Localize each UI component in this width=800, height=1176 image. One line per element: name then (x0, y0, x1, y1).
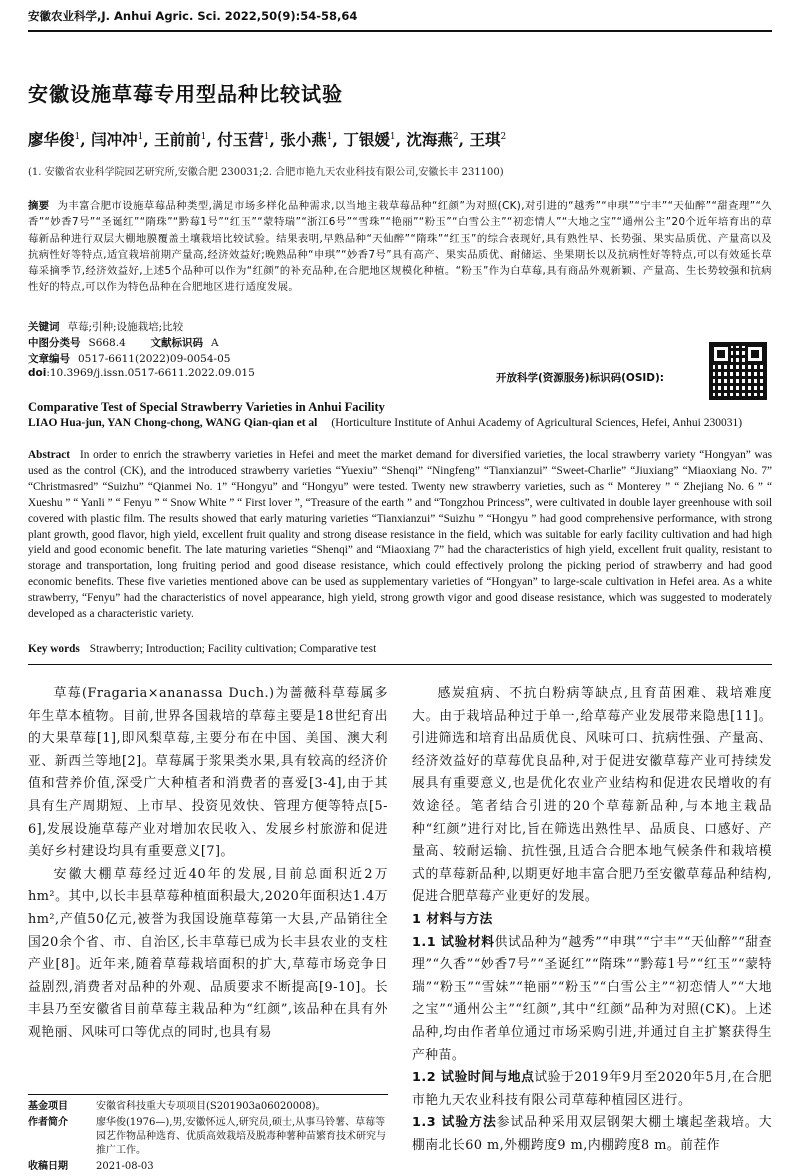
abstract-cn (28, 198, 772, 296)
footnotes (28, 1100, 388, 1176)
body-paragraph: 草莓(Fragaria×ananassa Duch.)为蔷薇科草莓属多年生草本植物。目前,世界各国栽培的草莓主要是18世纪育出的大果草莓[1],即风梨草莓,主要分布在中国、美国、澳大利亚、新西兰等地[2]。草莓属于浆果类水果,具有较高的经济价值和营养价值,深受广大种植者和消费者的喜爱[3-4],由于其具有生产周期短、上市早、投资见效快、管理方便等特点[5-6],发展设施草莓产业对增加农民收入、发展乡村旅游和促进美好乡村建设均具有重要意义[7]。 (28, 686, 388, 860)
subsection-text: 试验于2019年9月至2020年5月,在合肥市艳九天农业科技有限公司草莓种植园区进行。 (412, 1070, 772, 1108)
english-keywords-label: Key words (28, 643, 80, 655)
body-paragraph: 安徽大棚草莓经过近40年的发展,目前总面积近2万hm²。其中,以长丰县草莓种植面积最大,2020年面积达1.4万hm²,产值50亿元,被誉为我国设施草莓第一大县,产品销往全国20余个省、市、自治区,长丰草莓已成为长丰县农业的支柱产业[8]。近年来,随着草莓栽培面积的扩大,草莓市场竞争日益剧烈,消费者对品种的外观、品质要求不断提高[9-10]。长丰县乃至安徽省目前草莓主栽品种为“红颜”,该品种在具有外观艳丽、风味可口等优点的同时,也具有易 (28, 866, 388, 1040)
section-heading (412, 909, 772, 932)
doi-value: :10.3969/j.issn.0517-6611.2022.09.015 (46, 367, 255, 379)
footnote-item (28, 1100, 388, 1114)
abstract-cn-text: 为丰富合肥市设施草莓品种类型,满足市场多样化品种需求,以当地主栽草莓品种“红颜”为对照(CK),对引进的“越秀”“申琪”“宁丰”“天仙醉”“甜查理”“久香”“妙香7号”“圣诞红”“隋珠”“黔莓1号”“红玉”“蒙特瑞”“浙江6号”“雪珠”“艳丽”“粉玉”“白雪公主”“初恋情人”“大地之宝”“通州公主”20个近年培育出的草莓新品种进行双层大棚地膜覆盖土壤栽培比较试验。结果表明,早熟品种“天仙醉”“隋珠”“红玉”的综合表现好,具有熟性早、长势强、果实品质优、产量高以及抗病性好等特点,适宜栽培前期产量高,经济效益好;晚熟品种“申琪”“妙香7号”具有高产、果实品质优、耐储运、坐果期长以及抗病性好等特点,可以有效延长草莓采摘季节,经济效益好,上述5个品种可以作为“红颜”的补充品种,在合肥地区规模化种植。“粉玉”作为白草莓,具有商品外观新颖、产量高、生长势较强和抗病性好的特点,可以作为特色品种在合肥地区进行适度发展。 (28, 200, 772, 294)
author: 张小燕$^1$, (280, 130, 338, 149)
keywords-cn-text: 草莓;引种;设施栽培;比较 (67, 321, 184, 333)
affiliation: (1. 安徽省农业科学院园艺研究所,安徽合肥 230031;2. 合肥市艳九天农业科技有限公司,安徽长丰 231100) (28, 167, 504, 178)
english-keywords (28, 643, 772, 655)
author-list (28, 128, 772, 150)
body-right-column (412, 683, 772, 1157)
english-abstract-label: Abstract (28, 449, 71, 461)
author: 闫冲冲$^1$, (91, 130, 149, 149)
footnote-key: 收稿日期 (28, 1161, 68, 1172)
qr-code-icon[interactable] (709, 342, 767, 400)
author: 丁银媛$^1$, (343, 130, 401, 149)
subsection-text: 参试品种采用双层钢架大棚土壤起垄栽培。大棚南北长60 m,外棚跨度9 m,内棚跨度8 m。前茬作 (412, 1115, 773, 1153)
english-affiliation: (Horticulture Institute of Anhui Academy of Agricultural Sciences, Hefei, Anhui 230031) (331, 417, 743, 429)
running-head: 安徽农业科学,J. Anhui Agric. Sci. 2022,50(9):54-58,64 (28, 8, 772, 32)
doi-line (28, 367, 255, 379)
doc-code-value: A (210, 337, 219, 349)
footnote-divider (28, 1094, 388, 1095)
subsection-text: 供试品种为“越秀”“申琪”“宁丰”“天仙醉”“甜查理”“久香”“妙香7号”“圣诞红”“隋珠”“黔莓1号”“红玉”“蒙特瑞”“粉玉”“雪妹”“艳丽”“粉玉”“白雪公主”“初恋情人”“大地之宝”“通州公主”“红颜”,其中“红颜”品种为对照(CK)。上述品种,均由作者单位通过市场采购引进,并通过自主扩繁获得生产种苗。 (412, 934, 772, 1063)
subsection-title: 1.3 试验方法 (412, 1115, 497, 1131)
osid-label: 开放科学(资源服务)标识码(OSID): (496, 372, 665, 384)
article-number (28, 351, 230, 366)
footnote-value: 廖华俊(1976—),男,安徽怀远人,研究员,硕士,从事马铃薯、草莓等园艺作物品种选育、优质高效栽培及脱毒种薯种苗繁育技术研究与推广工作。 (96, 1117, 386, 1156)
author: 付玉营$^1$, (217, 130, 275, 149)
abstract-cn-label: 摘要 (28, 200, 50, 212)
footnote-key: 基金项目 (28, 1101, 68, 1112)
footnote-key: 作者简介 (28, 1117, 68, 1128)
footnote-value: 安徽省科技重大专项项目(S201903a06020008)。 (96, 1101, 326, 1112)
clc-label: 中图分类号 (28, 337, 81, 349)
keywords-cn-label: 关键词 (28, 321, 60, 333)
body-left-column (28, 683, 388, 1045)
body-paragraph: 感炭疽病、不抗白粉病等缺点,且育苗困难、栽培难度大。由于栽培品种过于单一,给草莓产业发展带来隐患[11]。引进筛选和培育出品质优良、风味可口、抗病性强、产量高、经济效益好的草莓优良品种,对于促进安徽草莓产业可持续发展具有重要意义,也是优化农业产业结构和促进农民增收的有效途径。笔者结合引进的20个草莓新品种,与本地主栽品种“红颜”进行对比,旨在筛选出熟性早、品质良、口感好、产量高、较耐运输、抗性强,且适合合肥本地气候条件和栽培模式的草莓新品种,以期更好地丰富合肥乃至安徽草莓品种结构,促进合肥草莓产业更好的发展。 (412, 686, 772, 905)
english-title: Comparative Test of Special Strawberry Varieties in Anhui Facility (28, 400, 385, 414)
keywords-cn (28, 319, 183, 334)
footnote-value: 2021-08-03 (96, 1161, 154, 1172)
english-abstract-text: In order to enrich the strawberry varieties in Hefei and meet the market demand for diversified varieties, the local strawberry variety “Hongyan” was used as the control (CK), and the introduced strawberry varieties “Yuexiu” “Shenqi” “Ningfeng” “Tianxianzui” “Sweet-Charlie” “Jiuxiang” “Miaoxiang No. 7” “Christmasred” “Suizhu” “Qianmei No. 1” “Hongyu” and “Hongyu” were tested. Twenty new strawberry varieties, such as “ Monterey ” “ Zhejiang No. 6 ” “ Xueshu ” “ Yanli ” “ Fenyu ” “ Snow White ” “ First lover ”, “Treasure of the earth ” and “Tongzhou Princess”, were cultivated in double layer greenhouse with soil covered with plastic film. The results showed that early maturing varieties “Tianxianzui” “Suizhu ” “Hongyu ” had good comprehensive performance, with strong plant growth, good flavor, high yield, excellent fruit quality and strong disease resistance in the field, which was suitable for early facility cultivation and had high yield and good economic benefit. The late maturing varieties “Shenqi” and “Miaoxiang 7” had the characteristics of high yield, excellent fruit quality, resistant to storage and transportation, long fruiting period and good disease resistance, which could effectively prolong the picking period of strawberry and had good economic benefits. These five varieties mentioned above can be used as supplementary varieties of “Hongyan” to large-scale cultivation in Hefei area. As a white strawberry, “Fenyu” had the characteristics of novel appearance, high yield, strong growth vigor and good disease resistance, which was suggested to moderately developed as a characteristic variety. (28, 449, 772, 621)
classification-line (28, 335, 219, 350)
doc-code-label: 文献标识码 (150, 337, 203, 349)
footnote-item (28, 1160, 388, 1174)
divider (28, 664, 772, 665)
clc-value: S668.4 (88, 337, 126, 349)
section-title: 1 材料与方法 (412, 911, 493, 927)
english-keywords-text: Strawberry; Introduction; Facility cultivation; Comparative test (89, 643, 377, 655)
english-authors (28, 416, 772, 431)
footnote-item (28, 1116, 388, 1158)
author: 廖华俊$^1$, (28, 130, 86, 149)
author: 王前前$^1$, (154, 130, 212, 149)
author: 沈海燕$^2$, (406, 130, 465, 149)
subsection-title: 1.2 试验时间与地点 (412, 1070, 535, 1086)
article-no-value: 0517-6611(2022)09-0054-05 (78, 353, 231, 365)
english-abstract (28, 448, 772, 623)
english-author-names: LIAO Hua-jun, YAN Chong-chong, WANG Qian-qian et al (28, 417, 318, 429)
paper-title: 安徽设施草莓专用型品种比较试验 (28, 82, 343, 106)
author: 王琪$^2$ (469, 130, 507, 149)
subsection-title: 1.1 试验材料 (412, 934, 495, 950)
article-no-label: 文章编号 (28, 353, 70, 365)
doi-label: doi (28, 367, 47, 379)
